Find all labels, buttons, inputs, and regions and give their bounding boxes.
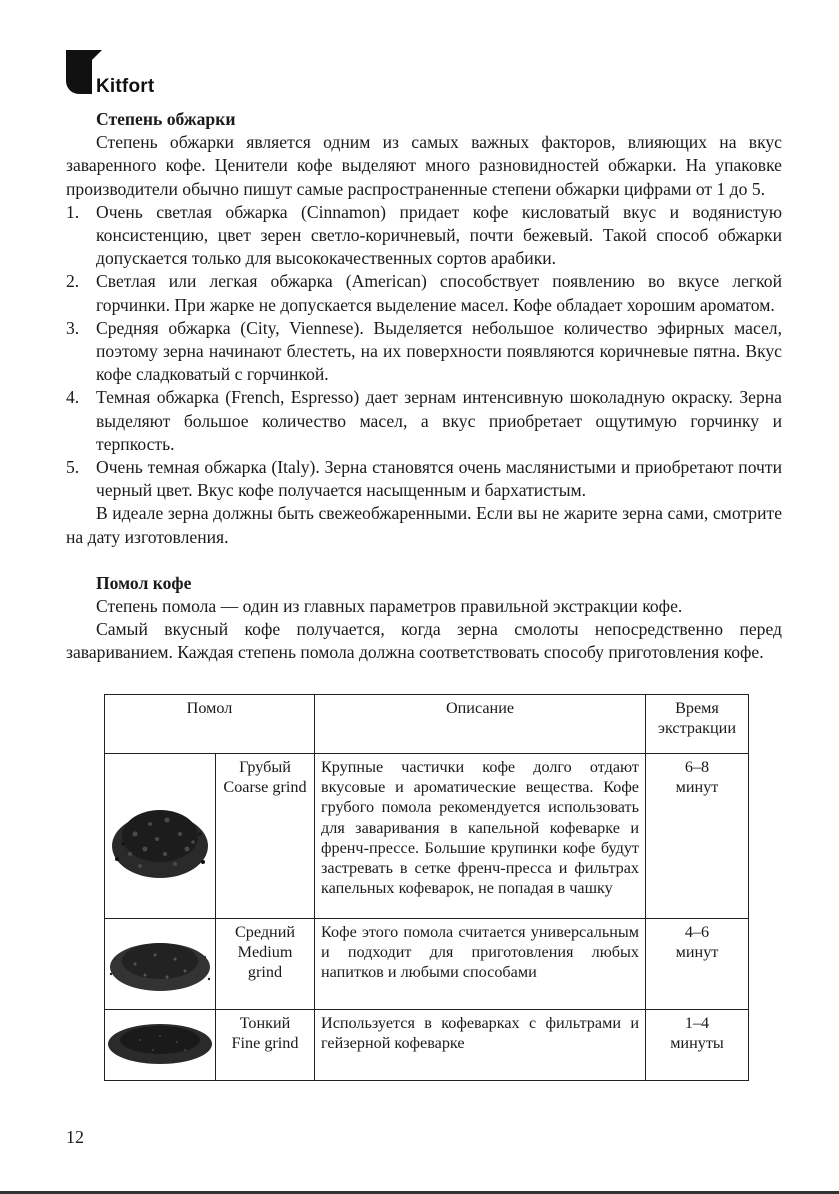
coarse-grind-time (646, 754, 749, 919)
fine-grind-time (646, 1010, 749, 1081)
header-description: Описание (315, 695, 646, 754)
grind-name-ru: Грубый (239, 758, 291, 776)
brand-name: Kitfort (96, 76, 155, 97)
list-item-text: Средняя обжарка (City, Viennese). Выделяется небольшое количество эфирных масел, поэтому зерна начинают блестеть, на их поверхности появляются коричневые пятна. Вкус кофе сладковатый с горчинкой. (96, 317, 782, 385)
grind-name-ru: Тонкий (239, 1014, 291, 1032)
list-item (66, 317, 782, 387)
header-time: Время экстракции (646, 695, 749, 754)
kitfort-logo (66, 50, 186, 100)
medium-grind-image-cell (105, 919, 216, 1010)
page-number: 12 (66, 1127, 84, 1147)
roast-heading: Степень обжарки (96, 109, 236, 129)
page-body (66, 108, 782, 665)
table-row (105, 754, 749, 919)
grind-name-en: Medium grind (237, 943, 293, 982)
time-unit: минут (675, 943, 719, 962)
roast-list (66, 201, 782, 503)
table-row (105, 919, 749, 1010)
header-grind: Помол (105, 695, 315, 754)
list-item (66, 270, 782, 316)
fine-grind-image-cell (105, 1010, 216, 1081)
medium-grind-time (646, 919, 749, 1010)
time-value: 4–6 (684, 923, 710, 941)
list-item-text: Темная обжарка (French, Espresso) дает зернам интенсивную шоколадную окраску. Зерна выделяют большое количество масел, а вкус приобретает ощутимую горчинку и терпкость. (96, 387, 782, 454)
list-number: 3. (66, 317, 80, 338)
list-number: 1. (66, 201, 80, 222)
list-item-text: Очень темная обжарка (Italy). Зерна становятся очень маслянистыми и приобретают почти черный цвет. Вкус кофе получается насыщенным и бархатистым. (96, 457, 782, 501)
grind-name-en: Fine grind (231, 1034, 299, 1053)
time-unit: минут (675, 778, 719, 797)
roast-intro: Степень обжарки является одним из самых важных факторов, влияющих на вкус заваренного кофе. Ценители кофе выделяют много разновидностей обжарки. На упаковке производители обычно пишут самые распространенные степени обжарки цифрами от 1 до 5. (66, 132, 782, 199)
list-item (66, 386, 782, 456)
time-value: 6–8 (684, 758, 710, 776)
list-item (66, 201, 782, 271)
coarse-grind-image (105, 754, 215, 904)
list-number: 4. (66, 387, 80, 408)
grind-name-en: Coarse grind (223, 778, 307, 797)
table-header-row (105, 695, 749, 754)
fine-grind-image (105, 1010, 215, 1074)
list-number: 5. (66, 457, 80, 478)
list-item (66, 456, 782, 502)
time-value: 1–4 (684, 1014, 710, 1032)
kitfort-logo-mark-icon (66, 50, 92, 94)
list-item-text: Очень светлая обжарка (Cinnamon) придает кофе кисловатый вкус и водянистую консистенцию, цвет зерен светло-коричневый, почти бежевый. Такой способ обжарки допускается только для высококачественных сортов арабики. (96, 201, 782, 269)
grind-name-ru: Средний (234, 923, 296, 941)
table-row (105, 1010, 749, 1081)
grind-paragraph-1: Степень помола — один из главных параметров правильной экстракции кофе. (96, 596, 683, 617)
list-number: 2. (66, 271, 80, 292)
medium-grind-name (216, 919, 315, 1010)
fine-grind-description: Используется в кофеварках с фильтрами и гейзерной кофеварке (315, 1010, 646, 1081)
list-item-text: Светлая или легкая обжарка (American) способствует появлению во вкусе легкой горчинки. При жарке не допускается выделение масел. Кофе обладает хорошим ароматом. (96, 271, 782, 315)
coarse-grind-description: Крупные частички кофе долго отдают вкусовые и ароматические вещества. Кофе грубого помола рекомендуется использовать для заваривания в капельной кофеварке и френч-прессе. Большие крупинки кофе будут застревать в сетке френч-пресса и фильтрах капельных кофеварок, не попадая в чашку (315, 754, 646, 919)
coarse-grind-name (216, 754, 315, 919)
roast-outro: В идеале зерна должны быть свежеобжаренными. Если вы не жарите зерна сами, смотрите на дату изготовления. (66, 503, 782, 547)
grind-heading: Помол кофе (96, 572, 192, 593)
medium-grind-image (105, 919, 215, 1003)
grind-paragraph-2: Самый вкусный кофе получается, когда зерна смолоты непосредственно перед завариванием. Каждая степень помола должна соответствовать способу приготовления кофе. (66, 619, 782, 663)
grind-table (104, 694, 749, 1081)
fine-grind-name (216, 1010, 315, 1081)
time-unit: минуты (670, 1034, 724, 1053)
medium-grind-description: Кофе этого помола считается универсальным и подходит для приготовления любых напитков и любыми способами (315, 919, 646, 1010)
coarse-grind-image-cell (105, 754, 216, 919)
